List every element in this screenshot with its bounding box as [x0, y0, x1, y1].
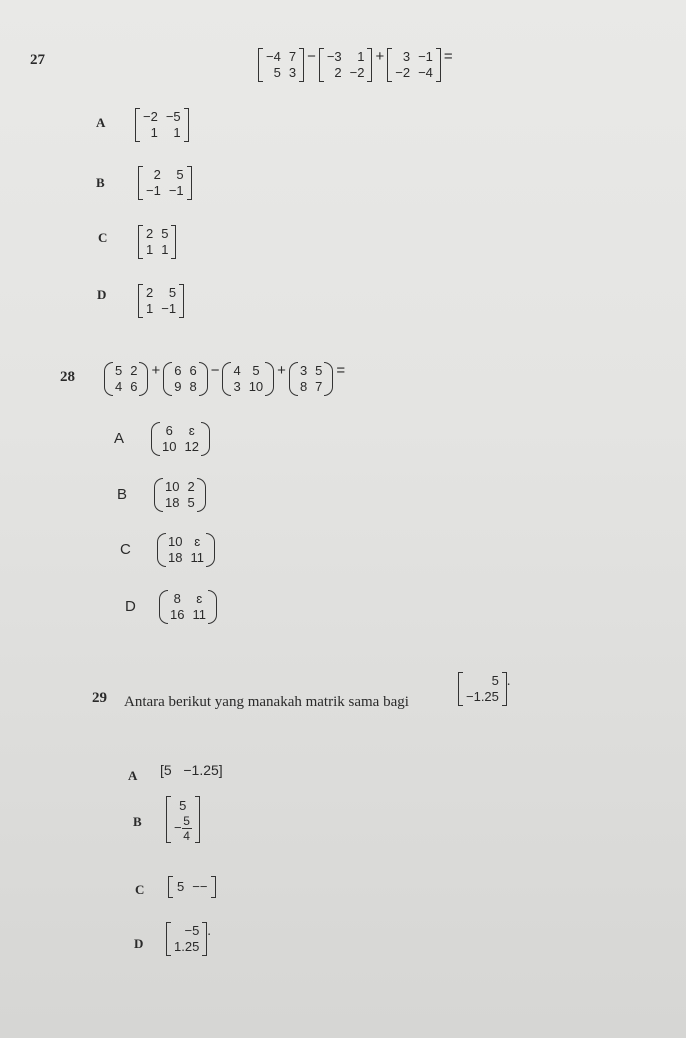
matrix-cell: −5: [184, 923, 200, 938]
q29-option-b[interactable]: [166, 796, 200, 843]
matrix-cell: −5: [165, 109, 181, 124]
numerator: 5: [183, 814, 190, 828]
matrix-cell: −−: [192, 879, 208, 894]
minus-sign: −: [174, 819, 182, 835]
option-letter-a[interactable]: A: [96, 115, 106, 130]
matrix-cell: 16: [170, 607, 185, 622]
period: .: [506, 674, 511, 689]
q28-option-a[interactable]: [151, 422, 210, 456]
option-letter-c[interactable]: C: [135, 882, 145, 897]
matrix-cell: 10: [248, 379, 264, 394]
q27-option-b[interactable]: [138, 166, 192, 200]
q27-option-a[interactable]: [135, 108, 189, 142]
matrix-cell: 2: [146, 226, 154, 241]
matrix-cell: 1: [357, 49, 365, 64]
q29-option-a[interactable]: [160, 762, 223, 778]
option-letter-b[interactable]: B: [117, 486, 128, 503]
matrix-cell: −2: [349, 65, 365, 80]
option-matrix: [151, 422, 210, 456]
matrix-cell: 8: [173, 591, 181, 606]
matrix-cell: 1: [161, 242, 169, 257]
matrix-cell: 5: [168, 285, 177, 300]
period: .: [207, 924, 211, 939]
matrix-cell: 6: [189, 363, 197, 378]
matrix-cell: 5: [179, 798, 187, 813]
q28-option-d[interactable]: [159, 590, 217, 624]
matrix-cell: 3: [288, 65, 297, 80]
minus-operator: −: [307, 48, 316, 65]
option-letter-b[interactable]: B: [133, 814, 142, 829]
matrix-cell: 5: [187, 495, 195, 510]
fraction: [182, 815, 192, 842]
option-matrix: [138, 225, 176, 259]
option-letter-c[interactable]: C: [120, 541, 131, 558]
matrix-cell: 9: [174, 379, 182, 394]
matrix-cell: −3: [326, 49, 342, 64]
option-matrix: [157, 533, 215, 567]
matrix-cell: 5: [115, 363, 123, 378]
matrix-cell: 3: [233, 379, 241, 394]
q27-matrix-3: [387, 48, 441, 82]
minus-operator: −: [210, 362, 220, 379]
matrix-cell: 10: [165, 479, 180, 494]
column-matrix: [166, 922, 207, 956]
row-matrix: [5 −1.25]: [160, 762, 223, 778]
matrix-cell: ɛ: [188, 423, 195, 438]
matrix-cell: −4: [266, 49, 281, 64]
matrix-cell: −1.25: [183, 762, 219, 778]
matrix-cell: 5: [273, 65, 281, 80]
matrix-cell: 5: [252, 363, 260, 378]
matrix-cell: 8: [189, 379, 197, 394]
question-number: 29: [92, 690, 107, 706]
question-number: 28: [60, 369, 75, 385]
matrix-cell: ɛ: [194, 534, 201, 549]
matrix-cell: 2: [130, 363, 138, 378]
matrix-cell: 3: [299, 363, 308, 378]
option-matrix: [138, 284, 184, 318]
matrix-cell: 8: [299, 379, 308, 394]
plus-operator: +: [151, 362, 161, 379]
q28-equation: [104, 362, 348, 396]
option-letter-a[interactable]: A: [128, 768, 138, 783]
equals-sign: =: [443, 48, 453, 65]
q27-option-c[interactable]: [138, 225, 176, 259]
matrix-cell: 18: [165, 495, 180, 510]
matrix-cell: 18: [168, 550, 183, 565]
matrix-cell: 3: [402, 49, 411, 64]
q29-option-c[interactable]: [168, 876, 216, 898]
q27-option-d[interactable]: [138, 284, 184, 318]
q27-matrix-2: [319, 48, 373, 82]
matrix-cell: 2: [187, 479, 195, 494]
q28-matrix-2: [163, 362, 207, 396]
matrix-cell: 10: [162, 439, 177, 454]
matrix-cell: 5: [491, 673, 499, 688]
q28-option-c[interactable]: [157, 533, 215, 567]
matrix-cell: 1.25: [174, 939, 200, 954]
q27-equation: [258, 48, 456, 82]
matrix-cell: −1: [418, 49, 433, 64]
matrix-cell: 11: [190, 550, 204, 565]
matrix-cell: 2: [153, 167, 161, 182]
option-matrix: [135, 108, 189, 142]
matrix-cell: 6: [165, 423, 173, 438]
option-matrix: [138, 166, 192, 200]
option-letter-d[interactable]: D: [125, 598, 136, 615]
q28-matrix-1: [104, 362, 148, 396]
q28-option-b[interactable]: [154, 478, 206, 512]
option-letter-b[interactable]: B: [96, 175, 105, 190]
matrix-cell-fraction: [170, 815, 196, 842]
option-matrix: [159, 590, 217, 624]
row-matrix: [168, 876, 216, 898]
matrix-cell: 1: [146, 242, 154, 257]
matrix-cell: −1: [146, 183, 161, 198]
matrix-cell: 7: [288, 49, 297, 64]
q29-target-matrix: [458, 672, 510, 706]
plus-operator: +: [375, 48, 385, 65]
option-letter-d[interactable]: D: [134, 936, 144, 951]
column-matrix: [166, 796, 200, 843]
matrix-cell: 5: [176, 167, 184, 182]
question-text: Antara berikut yang manakah matrik sama bagi: [124, 694, 409, 710]
matrix-cell: 7: [315, 379, 323, 394]
matrix-cell: 5: [177, 879, 185, 894]
matrix-cell: −1: [161, 301, 177, 316]
matrix-cell: 4: [115, 379, 123, 394]
matrix-cell: −4: [418, 65, 433, 80]
q29-option-d[interactable]: [166, 922, 211, 956]
matrix-cell: 6: [130, 379, 138, 394]
matrix-cell: 6: [174, 363, 182, 378]
option-matrix: [154, 478, 206, 512]
equals-sign: =: [336, 362, 346, 379]
matrix-cell: 10: [168, 534, 183, 549]
denominator: 4: [183, 829, 190, 843]
matrix-cell: 12: [184, 439, 199, 454]
matrix-cell: −1: [168, 183, 184, 198]
matrix-cell: 4: [233, 363, 241, 378]
question-number: 27: [30, 52, 45, 68]
matrix-cell: −2: [143, 109, 158, 124]
matrix-cell: 5: [315, 363, 323, 378]
q28-matrix-4: [289, 362, 333, 396]
matrix-cell: 1: [173, 125, 181, 140]
option-letter-a[interactable]: A: [114, 430, 125, 447]
matrix-cell: −2: [395, 65, 411, 80]
matrix-cell: 2: [146, 285, 154, 300]
matrix-cell: 5: [163, 762, 172, 778]
option-letter-c[interactable]: C: [98, 230, 108, 245]
option-letter-d[interactable]: D: [97, 287, 107, 302]
matrix-cell: ɛ: [196, 591, 203, 606]
matrix-cell: 1: [150, 125, 158, 140]
column-matrix: [458, 672, 507, 706]
matrix-cell: 5: [161, 226, 169, 241]
matrix-cell: −1.25: [466, 689, 499, 704]
q28-matrix-3: [222, 362, 274, 396]
matrix-cell: 11: [192, 607, 206, 622]
matrix-cell: 2: [334, 65, 342, 80]
plus-operator: +: [277, 362, 286, 379]
matrix-cell: 1: [146, 301, 154, 316]
q27-matrix-1: [258, 48, 304, 82]
